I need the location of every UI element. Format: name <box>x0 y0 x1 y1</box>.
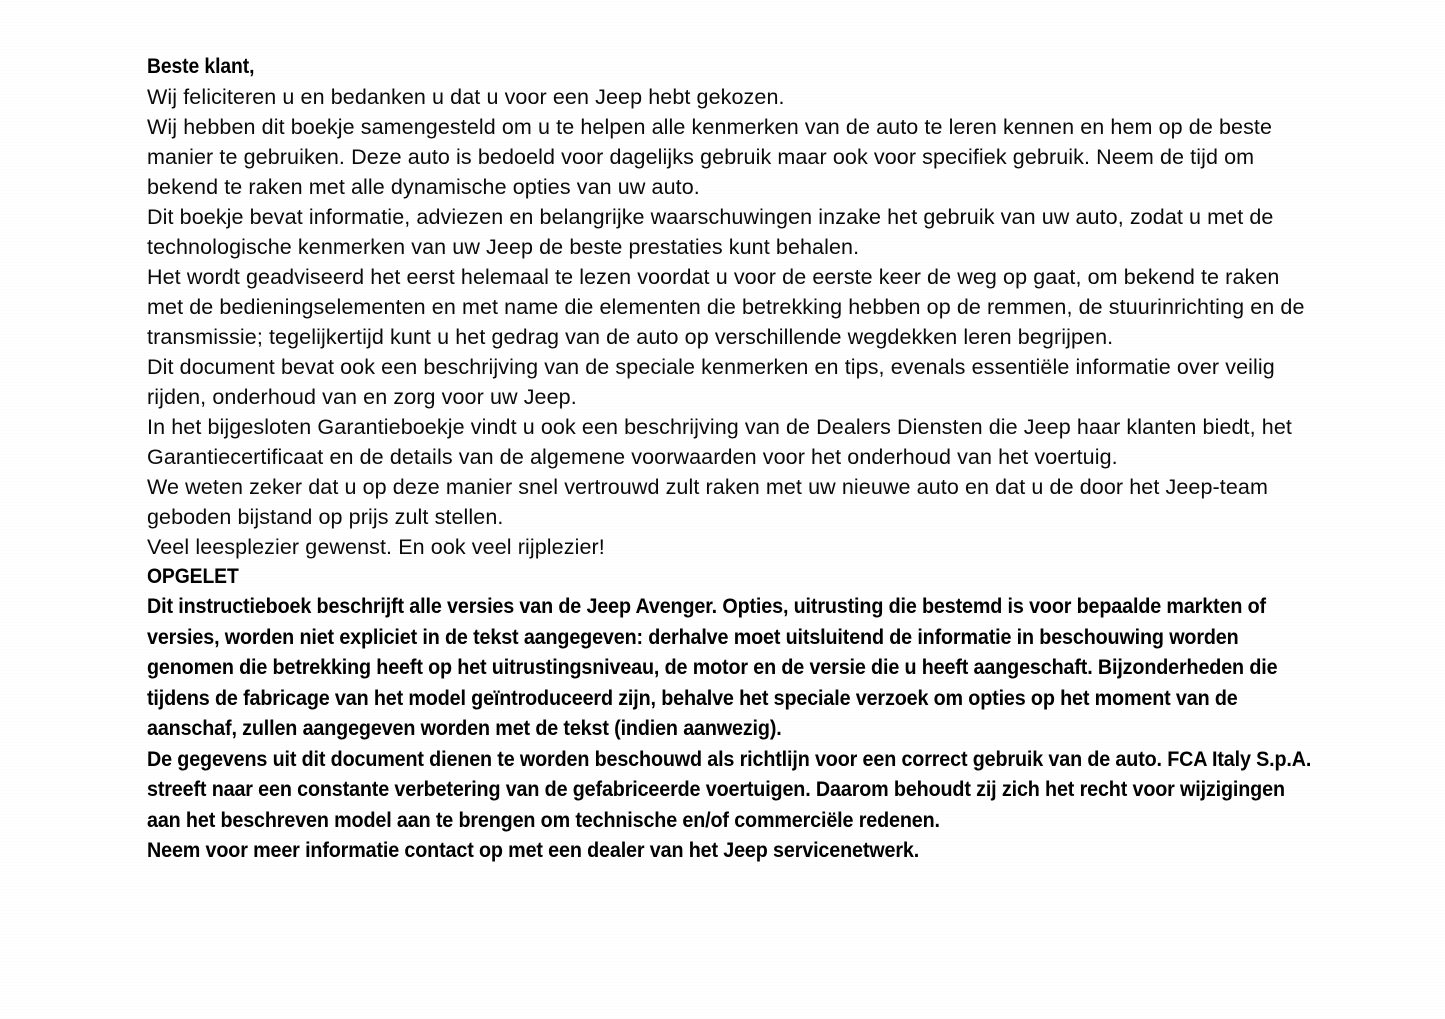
intro-paragraph-4: Het wordt geadviseerd het eerst helemaal te lezen voordat u voor de eerste keer de weg op gaat, om bekend te raken met de bedieningselementen en met name die elementen die betrekking hebben op de remmen, de stuurinrichting en de transmissie; tegelijkertijd kunt u het gedrag van de auto op verschillende wegdekken leren begrijpen. <box>147 265 1305 349</box>
greeting-heading: Beste klant, <box>147 55 255 78</box>
intro-paragraph-3: Dit boekje bevat informatie, adviezen en belangrijke waarschuwingen inzake het gebruik van uw auto, zodat u met de technologische kenmerken van uw Jeep de beste prestaties kunt behalen. <box>147 205 1274 259</box>
notice-paragraph-2: De gegevens uit dit document dienen te worden beschouwd als richtlijn voor een correct gebruik van de auto. FCA Italy S.p.A. streeft naar een constante verbetering van de gefabriceerde voertuigen. Daarom behoudt zij zich het recht voor wijzigingen aan het beschreven model aan te brengen om technische en/of commerciële redenen. <box>147 747 1312 832</box>
intro-paragraph-1: Wij feliciteren u en bedanken u dat u voor een Jeep hebt gekozen. <box>147 85 785 109</box>
intro-paragraph-7: We weten zeker dat u op deze manier snel vertrouwd zult raken met uw nieuwe auto en dat u de door het Jeep-team geboden bijstand op prijs zult stellen. <box>147 475 1268 529</box>
intro-paragraph-5: Dit document bevat ook een beschrijving van de speciale kenmerken en tips, evenals essentiële informatie over veilig rijden, onderhoud van en zorg voor uw Jeep. <box>147 355 1275 409</box>
document-body <box>147 52 1315 867</box>
intro-paragraph-8: Veel leesplezier gewenst. En ook veel rijplezier! <box>147 535 605 559</box>
intro-paragraph-2: Wij hebben dit boekje samengesteld om u te helpen alle kenmerken van de auto te leren kennen en hem op de beste manier te gebruiken. Deze auto is bedoeld voor dagelijks gebruik maar ook voor specifiek gebruik. Neem de tijd om bekend te raken met alle dynamische opties van uw auto. <box>147 115 1273 199</box>
notice-paragraph-3: Neem voor meer informatie contact op met een dealer van het Jeep servicenetwerk. <box>147 839 920 862</box>
intro-paragraph-6: In het bijgesloten Garantieboekje vindt u ook een beschrijving van de Dealers Diensten die Jeep haar klanten biedt, het Garantiecertificaat en de details van de algemene voorwaarden voor het onderhoud van het voertuig. <box>147 415 1292 469</box>
notice-paragraph-1: Dit instructieboek beschrijft alle versies van de Jeep Avenger. Opties, uitrusting die bestemd is voor bepaalde markten of versies, worden niet expliciet in de tekst aangegeven: derhalve moet uitsluitend de informatie in beschouwing worden genomen die betrekking heeft op het uitrustingsniveau, de motor en de versie die u heeft aangeschaft. Bijzonderheden die tijdens de fabricage van het model geïntroduceerd zijn, behalve het speciale verzoek om opties op het moment van de aanschaf, zullen aangegeven worden met de tekst (indien aanwezig). <box>147 595 1278 740</box>
notice-heading: OPGELET <box>147 565 239 588</box>
